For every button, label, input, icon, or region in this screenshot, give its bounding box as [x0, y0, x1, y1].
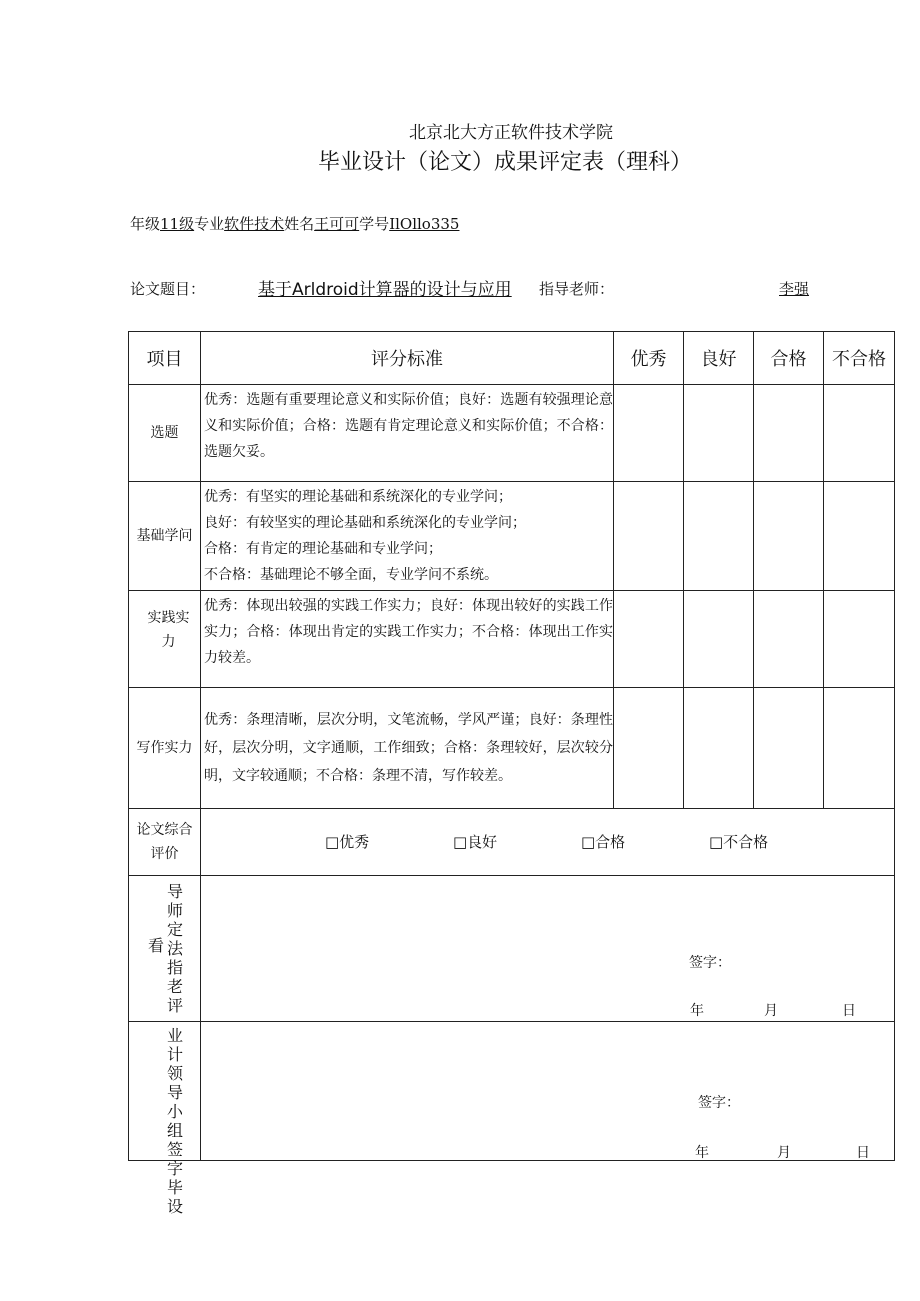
grade-label: 年级 [130, 215, 161, 233]
id-value: IlOllo335 [389, 215, 460, 233]
committee-label-vertical: 业计领导小组签字毕设 [167, 1026, 184, 1216]
overall-option-fail[interactable]: □不合格 [709, 833, 769, 851]
score-fail-cell[interactable] [824, 591, 895, 688]
table-row [129, 482, 895, 591]
name-value: 王可可 [314, 215, 360, 233]
score-good-cell[interactable] [684, 591, 754, 688]
advisor-name: 李强 [779, 280, 810, 298]
score-fail-cell[interactable] [824, 482, 895, 591]
row-item: 选题 [129, 385, 201, 482]
score-pass-cell[interactable] [754, 482, 824, 591]
score-excellent-cell[interactable] [614, 591, 684, 688]
score-good-cell[interactable] [684, 688, 754, 809]
row-item: 实践实力 [129, 591, 201, 688]
advisor-label-side: 看 [148, 936, 165, 955]
overall-row [129, 809, 895, 876]
thesis-title-label: 论文题目： [130, 280, 206, 298]
advisor-month-label: 月 [764, 1003, 778, 1019]
header-row [129, 332, 895, 385]
committee-day-label: 日 [856, 1145, 870, 1161]
criteria-text: 优秀：选题有重要理论意义和实际价值；良好：选题有较强理论意义和实际价值；合格：选题有肯定理论意义和实际价值；不合格：选题欠妥。 [204, 392, 613, 460]
criteria-text: 优秀：体现出较强的实践工作实力；良好：体现出较好的实践工作实力；合格：体现出肯定的实践工作实力；不合格：体现出工作实力较差。 [204, 598, 613, 666]
student-info-line [130, 213, 459, 234]
advisor-label-vertical: 导师定法指老评 [167, 882, 184, 1015]
document-title: 毕业设计（论文）成果评定表（理科） [317, 150, 692, 175]
criteria-line: 合格：有肯定的理论基础和专业学问； [204, 541, 442, 557]
criteria-line: 良好：有较坚实的理论基础和系统深化的专业学问； [204, 515, 526, 531]
score-excellent-cell[interactable] [614, 385, 684, 482]
header-pass: 合格 [754, 332, 824, 385]
criteria-line: 不合格：基础理论不够全面，专业学问不系统。 [204, 567, 498, 583]
advisor-label: 指导老师： [539, 280, 615, 298]
committee-opinion-label [129, 1022, 201, 1216]
criteria-line: 优秀：有坚实的理论基础和系统深化的专业学问； [204, 489, 512, 505]
score-fail-cell[interactable] [824, 688, 895, 809]
major-label: 专业 [194, 215, 225, 233]
overall-option-excellent[interactable]: □优秀 [325, 833, 370, 851]
row-item: 基础学问 [129, 482, 201, 591]
row-criteria [201, 591, 614, 688]
committee-sign-label: 签字： [698, 1095, 740, 1111]
school-name: 北京北大方正软件技术学院 [409, 123, 613, 143]
score-pass-cell[interactable] [754, 591, 824, 688]
name-label: 姓名 [284, 215, 315, 233]
overall-option-good[interactable]: □良好 [453, 833, 498, 851]
id-label: 学号 [359, 215, 390, 233]
thesis-title: 基于Arldroid计算器的设计与应用 [258, 280, 512, 300]
major-value: 软件技术 [224, 215, 285, 233]
advisor-signature-area[interactable] [201, 876, 895, 1022]
score-excellent-cell[interactable] [614, 688, 684, 809]
row-criteria [201, 385, 614, 482]
score-pass-cell[interactable] [754, 688, 824, 809]
header-good: 良好 [684, 332, 754, 385]
criteria-text: 优秀：条理清晰，层次分明，文笔流畅，学风严谨；良好：条理性好，层次分明，文字通顺，工作细致；合格：条理较好，层次较分明，文字较通顺；不合格：条理不清，写作较差。 [204, 712, 613, 784]
advisor-year-label: 年 [690, 1003, 704, 1019]
header-item: 项目 [129, 332, 201, 385]
table-row [129, 591, 895, 688]
committee-year-label: 年 [695, 1145, 709, 1161]
committee-month-label: 月 [777, 1145, 791, 1161]
overall-option-pass[interactable]: □合格 [581, 833, 626, 851]
advisor-sign-label: 签字： [689, 955, 731, 971]
header-excellent: 优秀 [614, 332, 684, 385]
advisor-opinion-label [129, 876, 201, 1022]
advisor-day-label: 日 [842, 1003, 856, 1019]
table-row [129, 688, 895, 809]
overall-options [201, 809, 895, 876]
table-row [129, 385, 895, 482]
evaluation-table [128, 331, 895, 1216]
overall-label: 论文综合评价 [129, 809, 201, 876]
score-good-cell[interactable] [684, 482, 754, 591]
header-fail: 不合格 [824, 332, 895, 385]
score-excellent-cell[interactable] [614, 482, 684, 591]
committee-signature-area[interactable] [201, 1022, 895, 1161]
grade-value: 11级 [160, 215, 195, 233]
row-item: 写作实力 [129, 688, 201, 809]
score-pass-cell[interactable] [754, 385, 824, 482]
row-criteria [201, 482, 614, 591]
score-good-cell[interactable] [684, 385, 754, 482]
row-criteria [201, 688, 614, 809]
header-criteria: 评分标准 [201, 332, 614, 385]
committee-opinion-row [129, 1022, 895, 1161]
advisor-opinion-row [129, 876, 895, 1022]
score-fail-cell[interactable] [824, 385, 895, 482]
